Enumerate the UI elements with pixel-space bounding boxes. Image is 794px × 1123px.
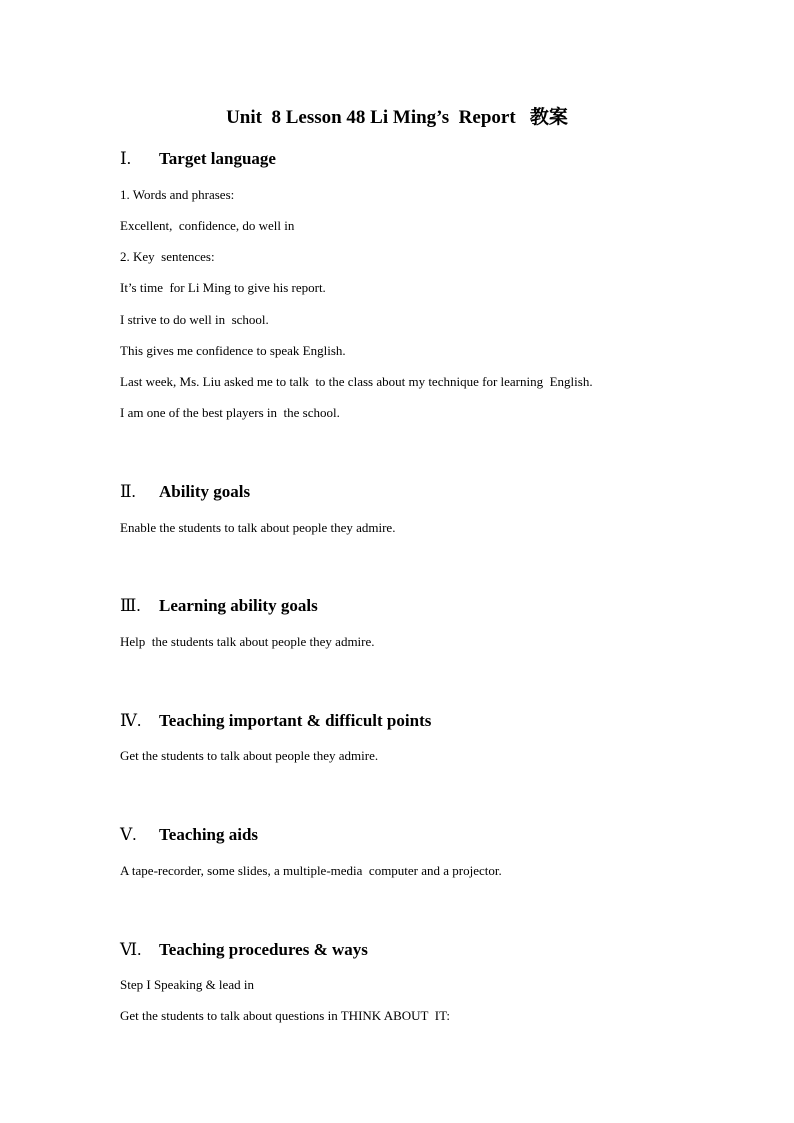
section-heading-1 xyxy=(120,148,276,170)
section-numeral: Ⅴ. xyxy=(120,825,137,844)
body-line: Get the students to talk about people they admire. xyxy=(120,748,379,763)
body-line: It’s time for Li Ming to give his report. xyxy=(120,280,326,295)
section-heading-3 xyxy=(120,595,318,617)
section-numeral: Ⅳ. xyxy=(120,711,142,730)
section-heading-6 xyxy=(120,939,368,961)
body-line: I strive to do well in school. xyxy=(120,312,269,327)
body-line: Last week, Ms. Liu asked me to talk to the class about my technique for learning English. xyxy=(120,374,593,389)
section-heading-2 xyxy=(120,481,250,503)
section-numeral: Ⅱ. xyxy=(120,482,136,501)
section-title: Teaching procedures & ways xyxy=(159,940,368,959)
section-numeral: Ⅵ. xyxy=(120,940,142,959)
body-line: Help the students talk about people they admire. xyxy=(120,634,375,649)
body-line: Step I Speaking & lead in xyxy=(120,977,254,992)
section-title: Target language xyxy=(159,149,276,168)
section-title: Teaching aids xyxy=(159,825,259,844)
section-title: Learning ability goals xyxy=(159,596,318,615)
body-line: A tape-recorder, some slides, a multiple-media computer and a projector. xyxy=(120,863,502,878)
section-numeral: Ⅰ. xyxy=(120,149,131,168)
page-title: Unit 8 Lesson 48 Li Ming’s Report 教案 xyxy=(226,107,568,128)
body-line: 1. Words and phrases: xyxy=(120,187,235,202)
section-numeral: Ⅲ. xyxy=(120,596,141,615)
section-heading-5 xyxy=(120,824,258,846)
body-line: This gives me confidence to speak English. xyxy=(120,343,346,358)
section-title: Ability goals xyxy=(159,482,251,501)
body-line: Get the students to talk about questions in THINK ABOUT IT: xyxy=(120,1008,450,1023)
body-line: 2. Key sentences: xyxy=(120,249,215,264)
body-line: I am one of the best players in the school. xyxy=(120,405,340,420)
body-line: Enable the students to talk about people they admire. xyxy=(120,520,396,535)
section-title: Teaching important & difficult points xyxy=(159,711,432,730)
body-line: Excellent, confidence, do well in xyxy=(120,218,295,233)
section-heading-4 xyxy=(120,710,431,732)
